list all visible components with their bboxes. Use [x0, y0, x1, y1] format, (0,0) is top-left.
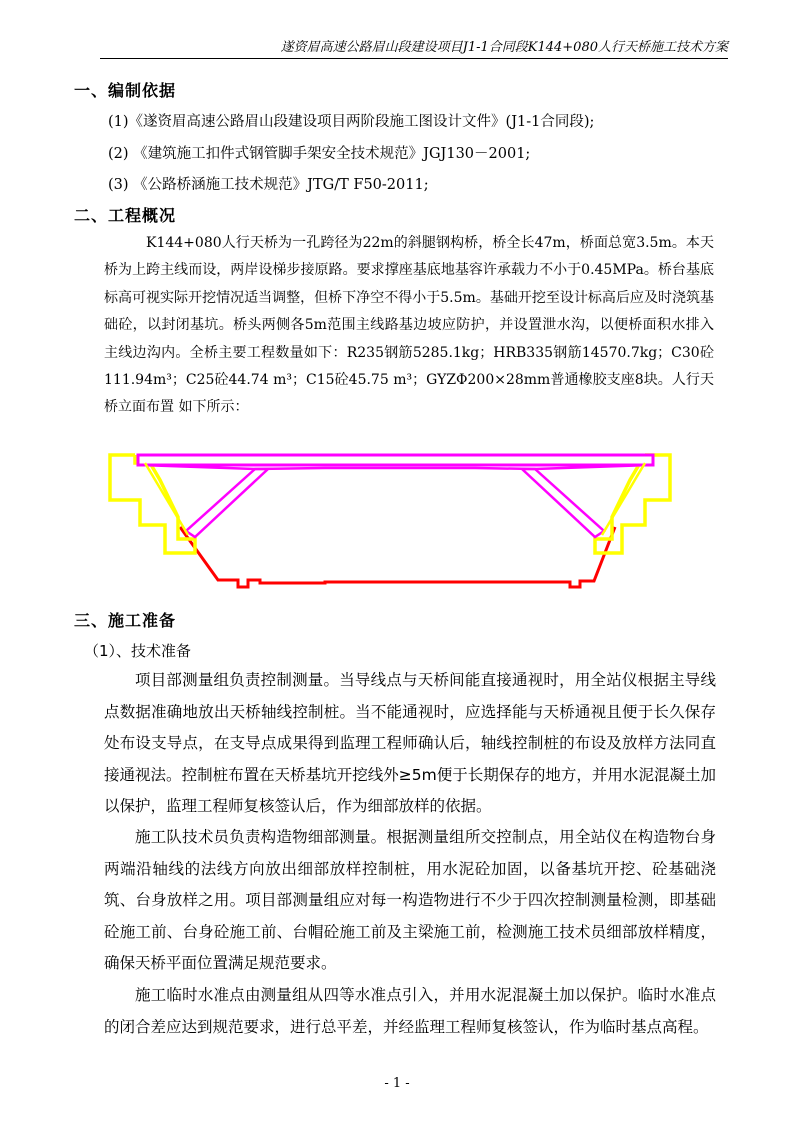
paragraph-benchmark: 施工临时水准点由测量组从四等水准点引入，并用水泥混凝土加以保护。临时水准点的闭合差应达到规范要求，进行总平差，并经监理工程师复核签认，作为临时基点高程。: [104, 986, 716, 1036]
reference-2: (2) 《建筑施工扣件式钢管脚手架安全技术规范》JGJ130－2001;: [108, 146, 531, 162]
section1-title: 一、编制依据: [74, 81, 177, 100]
section3-title: 三、施工准备: [74, 611, 177, 630]
ground-line: [180, 527, 615, 587]
project-overview-paragraph: K144+080人行天桥为一孔跨径为22m的斜腿钢构桥，桥全长47m，桥面总宽3.5m。本天桥为上跨主线而设，两岸设梯步接原路。要求撑座基底地基容许承载力不小于0.45MPa。桥台基底标高可视实际开挖情况适当调整，但桥下净空不得小于5.5m。基础开挖至设计标高后应及时浇筑基础砼，以封闭基坑。桥头两侧各5m范围主线路基边坡应防护，并设置泄水沟，以便桥面积水排入主线边沟内。全桥主要工程数量如下：R235钢筋5285.1kg；HRB335钢筋14570.7kg；C30砼111.94m³；C25砼44.74 m³；C15砼45.75 m³；GYZΦ200×28mm普通橡胶支座8块。人行天桥立面布置 如下所示：: [104, 235, 714, 416]
paragraph-survey-control: 项目部测量组负责控制测量。当导线点与天桥间能直接通视时，用全站仪根据主导线点数据准确地放出天桥轴线控制桩。当不能通视时，应选择能与天桥通视且便于长久保存处布设支导点，在支导点成果得到监理工程师确认后，轴线控制桩的布设及放样方法同直接通视法。控制桩布置在天桥基坑开挖线外≥5m便于长期保存的地方，并用水泥混凝土加以保护，监理工程师复核签认后，作为细部放样的依据。: [104, 671, 716, 815]
inclined-leg-right: [522, 469, 604, 537]
paragraph-detail-survey: 施工队技术员负责构造物细部测量。根据测量组所交控制点，用全站仪在构造物台身两端沿轴线的法线方向放出细部放样控制桩，用水泥砼加固，以备基坑开挖、砼基础浇筑、台身放样之用。项目部测量组应对每一构造物进行不少于四次控制测量检测，即基础砼施工前、台身砼施工前、台帽砼施工前及主梁施工前，检测施工技术员细部放样精度，确保天桥平面位置满足规范要求。: [104, 828, 716, 972]
inclined-leg-left: [186, 469, 268, 537]
bridge-elevation-diagram: [100, 445, 680, 590]
abutment-left: [110, 455, 195, 553]
page-number: - 1 -: [384, 1076, 410, 1091]
section2-title: 二、工程概况: [74, 206, 177, 225]
reference-1: (1)《遂资眉高速公路眉山段建设项目两阶段施工图设计文件》(J1-1合同段);: [108, 114, 595, 130]
header-text: 遂资眉高速公路眉山段建设项目J1-1合同段K144+080人行天桥施工技术方案: [280, 40, 728, 55]
abutment-right: [595, 455, 670, 553]
reference-3: (3) 《公路桥涵施工技术规范》JTG/T F50-2011;: [108, 177, 429, 193]
page-header: [100, 36, 728, 59]
technical-preparation-subtitle: （1）、技术准备: [84, 642, 192, 660]
bridge-deck: [138, 455, 653, 465]
